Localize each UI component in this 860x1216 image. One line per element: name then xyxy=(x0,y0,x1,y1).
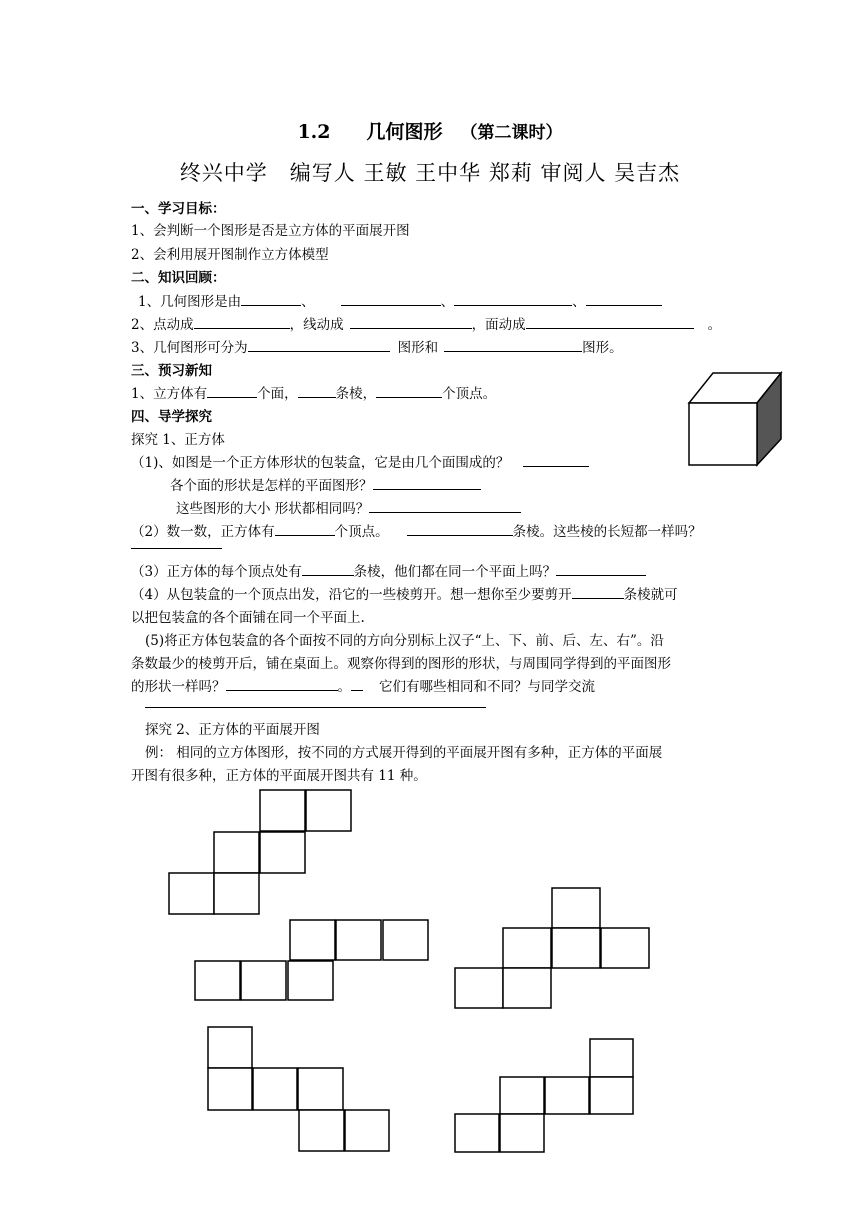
net-square xyxy=(455,1114,499,1152)
cube-figure xyxy=(689,373,781,465)
review-line-3: 3、几何图形可分为 图形和 图形。 xyxy=(131,336,623,356)
question-2: （2）数一数，正方体有 个顶点。 条棱。这些棱的长短都一样吗？ xyxy=(131,520,702,540)
explore-1-title: 探究 1、正方体 xyxy=(131,432,225,448)
net-square xyxy=(336,920,381,960)
net-square xyxy=(500,1077,544,1114)
blank[interactable] xyxy=(369,498,521,513)
explore-heading: 四、导学探究 xyxy=(131,409,212,425)
blank[interactable] xyxy=(526,314,694,329)
net-square xyxy=(545,1077,589,1114)
net-square xyxy=(503,968,551,1008)
net-square xyxy=(500,1114,544,1152)
question-1a: （1)、如图是一个正方体形状的包装盒，它是由几个面围成的？ xyxy=(131,451,589,471)
example-line-1: 例： 相同的立方体图形，按不同的方式展开得到的平面展开图有多种，正方体的平面展 xyxy=(145,745,663,761)
lesson-subtitle: （第二课时） xyxy=(460,123,563,143)
blank[interactable] xyxy=(586,291,662,306)
review-heading: 二、知识回顾： xyxy=(131,270,226,286)
net-square xyxy=(383,920,428,960)
example-line-2: 开图有很多种，正方体的平面展开图共有 11 种。 xyxy=(131,768,427,784)
review-line-1: 1、几何图形是由 、 、 、 xyxy=(138,290,662,310)
blank[interactable] xyxy=(207,383,257,398)
question-5c: 的形状一样吗？ 。 它们有哪些相同和不同？与同学交流 xyxy=(131,675,595,695)
question-1c: 这些图形的大小 形状都相同吗？ xyxy=(176,497,521,517)
net-square xyxy=(241,961,286,1000)
preview-heading: 三、预习新知 xyxy=(131,363,212,379)
net-square xyxy=(253,1068,297,1110)
blank[interactable] xyxy=(275,521,335,536)
blank[interactable] xyxy=(407,521,513,536)
question-5b: 条数最少的棱剪开后，铺在桌面上。观察你得到的图形的形状，与周围同学得到的平面图形 xyxy=(131,656,671,672)
cube-net-5 xyxy=(455,1039,633,1152)
blank[interactable] xyxy=(226,676,338,691)
cube-top-face xyxy=(689,373,781,403)
net-square xyxy=(590,1077,633,1114)
page-title xyxy=(0,117,860,144)
question-3: （3）正方体的每个顶点处有 条棱，他们都在同一个平面上吗？ xyxy=(131,560,646,580)
blank[interactable] xyxy=(376,383,442,398)
cube-front-face xyxy=(689,403,757,465)
net-square xyxy=(214,832,259,873)
net-square xyxy=(290,920,335,960)
net-square xyxy=(503,928,551,968)
authors-line: 终兴中学 编写人 王敏 王中华 郑莉 审阅人 吴吉杰 xyxy=(179,161,681,185)
blank[interactable] xyxy=(444,337,582,352)
net-square xyxy=(260,832,305,873)
net-square xyxy=(590,1039,633,1077)
cube-net-4 xyxy=(208,1027,389,1151)
net-square xyxy=(169,873,214,914)
question-5a: (5)将正方体包装盒的各个面按不同的方向分别标上汉子“上、下、前、后、左、右”。沿 xyxy=(145,633,664,649)
blank[interactable] xyxy=(572,584,624,599)
net-square xyxy=(455,968,503,1008)
blank[interactable] xyxy=(298,383,336,398)
net-square xyxy=(214,873,259,914)
blank[interactable] xyxy=(523,452,589,467)
blank[interactable] xyxy=(341,291,441,306)
lesson-title: 几何图形 xyxy=(366,121,443,143)
net-square xyxy=(601,928,649,968)
question-4-cont: 以把包装盒的各个面铺在同一个平面上. xyxy=(131,610,365,626)
goal-2: 2、会利用展开图制作立方体模型 xyxy=(131,247,329,263)
cube-net-1 xyxy=(169,790,351,914)
blank[interactable] xyxy=(373,475,481,490)
cube-net-2 xyxy=(195,920,428,1000)
net-square xyxy=(299,1110,344,1151)
blank[interactable] xyxy=(194,314,290,329)
net-square xyxy=(306,790,351,831)
question-1b: 各个面的形状是怎样的平面图形？ xyxy=(170,474,481,494)
preview-line-1: 1、立方体有 个面， 条棱， 个顶点。 xyxy=(131,382,496,402)
net-square xyxy=(552,928,600,968)
blank[interactable] xyxy=(350,314,472,329)
blank[interactable] xyxy=(248,337,390,352)
lesson-number: 1.2 xyxy=(297,121,331,143)
review-line-2: 2、点动成 ，线动成 ，面动成 。 xyxy=(131,313,721,333)
blank[interactable] xyxy=(556,561,646,576)
net-square xyxy=(345,1110,389,1151)
net-square xyxy=(208,1027,252,1068)
explore-2-title: 探究 2、正方体的平面展开图 xyxy=(145,722,320,738)
question-4: （4）从包装盒的一个顶点出发，沿它的一些棱剪开。想一想你至少要剪开 条棱就可 xyxy=(131,583,678,603)
blank[interactable] xyxy=(241,291,301,306)
net-square xyxy=(260,790,305,831)
goal-1: 1、会判断一个图形是否是立方体的平面展开图 xyxy=(131,223,410,239)
cube-side-face xyxy=(757,373,781,465)
goals-heading: 一、学习目标： xyxy=(131,201,226,217)
net-square xyxy=(552,888,600,928)
answer-line[interactable] xyxy=(145,707,486,708)
net-square xyxy=(195,961,240,1000)
blank[interactable] xyxy=(302,561,354,576)
answer-line[interactable] xyxy=(131,548,222,549)
net-square xyxy=(298,1068,343,1110)
net-square xyxy=(288,961,333,1000)
blank[interactable] xyxy=(351,676,363,691)
cube-net-3 xyxy=(455,888,649,1008)
net-square xyxy=(208,1068,252,1110)
blank[interactable] xyxy=(454,291,572,306)
